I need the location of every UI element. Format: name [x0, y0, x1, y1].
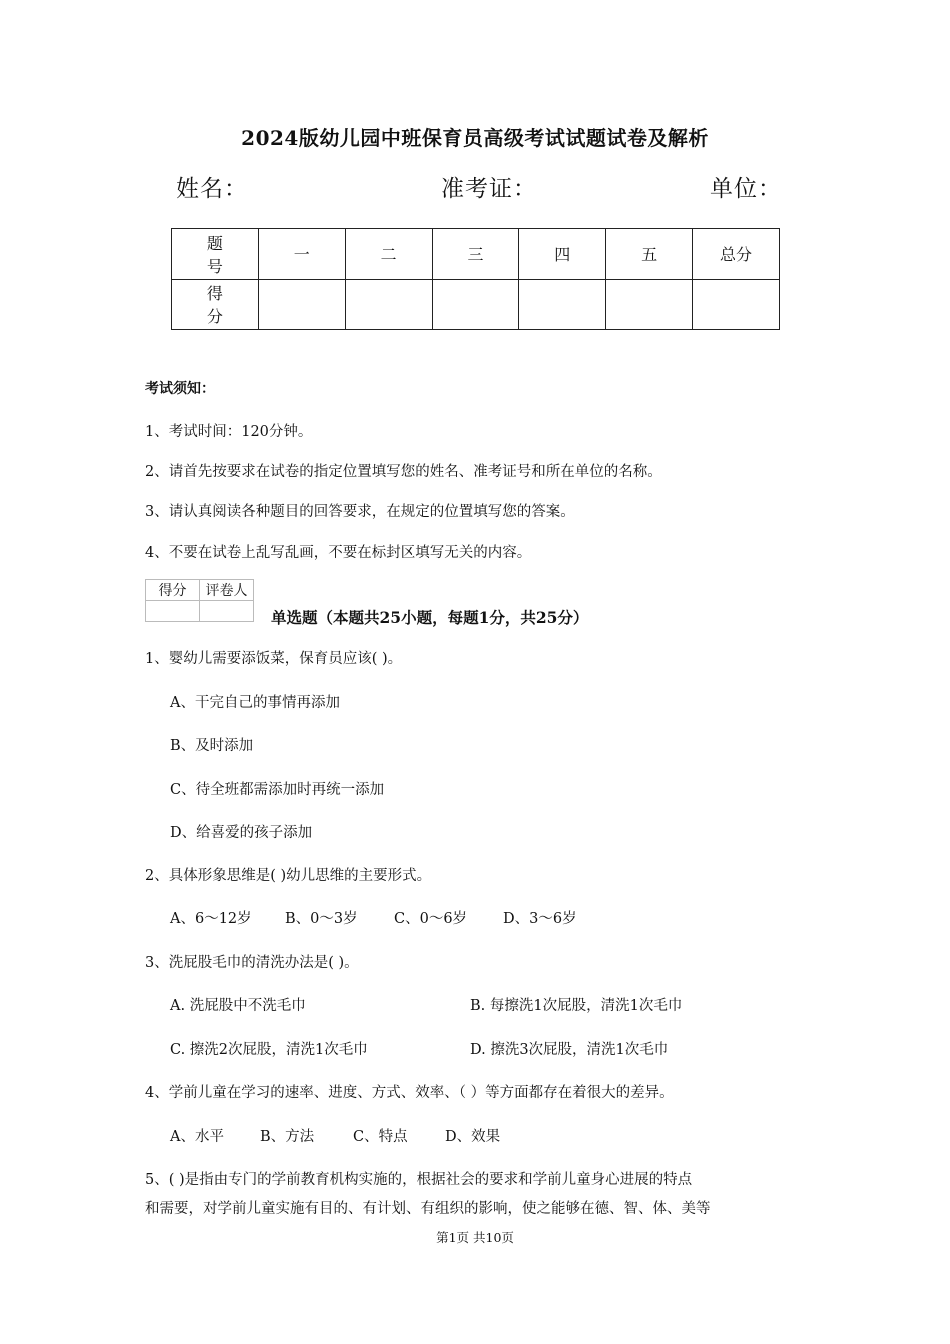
name-field-label: 姓名：: [176, 176, 248, 202]
grader-score-cell[interactable]: [146, 601, 200, 622]
score-cell-3[interactable]: [432, 279, 519, 330]
section-2-header: 二: [345, 229, 432, 280]
notice-item: 4、不要在试卷上乱写乱画，不要在标封区填写无关的内容。: [145, 545, 532, 561]
grader-name-label: 评卷人: [200, 580, 254, 601]
question-3-option-c: C. 擦洗2次屁股，清洗1次毛巾: [170, 1042, 368, 1058]
total-header: 总分: [693, 229, 780, 280]
question-3-option-d: D. 擦洗3次屁股，清洗1次毛巾: [470, 1042, 669, 1058]
notice-item: 1、考试时间：120分钟。: [145, 424, 313, 440]
ticket-field-label: 准考证：: [441, 176, 537, 202]
question-3-stem: 3、洗屁股毛巾的清洗办法是( )。: [145, 955, 359, 971]
notice-item: 3、请认真阅读各种题目的回答要求，在规定的位置填写您的答案。: [145, 504, 575, 520]
section-3-header: 三: [432, 229, 519, 280]
score-cell-5[interactable]: [606, 279, 693, 330]
question-4-option-c: C、特点: [353, 1129, 408, 1145]
question-5-line-1: 5、( )是指由专门的学前教育机构实施的，根据社会的要求和学前儿童身心进展的特点: [145, 1172, 693, 1188]
score-cell-2[interactable]: [345, 279, 432, 330]
section-5-header: 五: [606, 229, 693, 280]
page-footer: 第1页 共10页: [436, 1230, 514, 1245]
question-1-option-c: C、待全班都需添加时再统一添加: [170, 782, 385, 798]
question-1-option-b: B、及时添加: [170, 738, 254, 754]
question-4-option-a: A、水平: [170, 1129, 224, 1145]
notice-item: 2、请首先按要求在试卷的指定位置填写您的姓名、准考证号和所在单位的名称。: [145, 464, 662, 480]
grader-score-label: 得分: [146, 580, 200, 601]
score-table: [171, 228, 780, 330]
score-cell-total[interactable]: [693, 279, 780, 330]
question-2-stem: 2、具体形象思维是( )幼儿思维的主要形式。: [145, 868, 432, 884]
section-4-header: 四: [519, 229, 606, 280]
exam-title: 2024版幼儿园中班保育员高级考试试题试卷及解析: [241, 126, 709, 150]
question-4-stem: 4、学前儿童在学习的速率、进度、方式、效率、（ ）等方面都存在着很大的差异。: [145, 1085, 674, 1101]
score-row-label: 得 分: [172, 279, 259, 330]
question-4-option-d: D、效果: [445, 1129, 501, 1145]
question-2-option-b: B、0～3岁: [285, 911, 358, 927]
notice-heading: 考试须知：: [145, 381, 215, 397]
section-1-header: 一: [258, 229, 345, 280]
question-1-stem: 1、婴幼儿需要添饭菜，保育员应该( )。: [145, 651, 403, 667]
question-2-option-d: D、3～6岁: [503, 911, 577, 927]
question-5-line-2: 和需要，对学前儿童实施有目的、有计划、有组织的影响，使之能够在德、智、体、美等: [145, 1201, 711, 1217]
score-cell-1[interactable]: [258, 279, 345, 330]
question-number-header: 题 号: [172, 229, 259, 280]
unit-field-label: 单位：: [710, 176, 782, 202]
question-2-option-a: A、6～12岁: [170, 911, 252, 927]
question-3-option-b: B. 每擦洗1次屁股，清洗1次毛巾: [470, 998, 683, 1014]
question-1-option-d: D、给喜爱的孩子添加: [170, 825, 313, 841]
score-cell-4[interactable]: [519, 279, 606, 330]
section-heading: 单选题（本题共25小题，每题1分，共25分）: [271, 608, 589, 627]
score-table-score-row: [172, 279, 780, 330]
question-3-option-a: A. 洗屁股中不洗毛巾: [170, 998, 306, 1014]
question-4-option-b: B、方法: [260, 1129, 315, 1145]
grader-box: [145, 579, 254, 622]
grader-name-cell[interactable]: [200, 601, 254, 622]
question-1-option-a: A、干完自己的事情再添加: [170, 695, 340, 711]
question-2-option-c: C、0～6岁: [394, 911, 468, 927]
score-table-header-row: [172, 229, 780, 280]
